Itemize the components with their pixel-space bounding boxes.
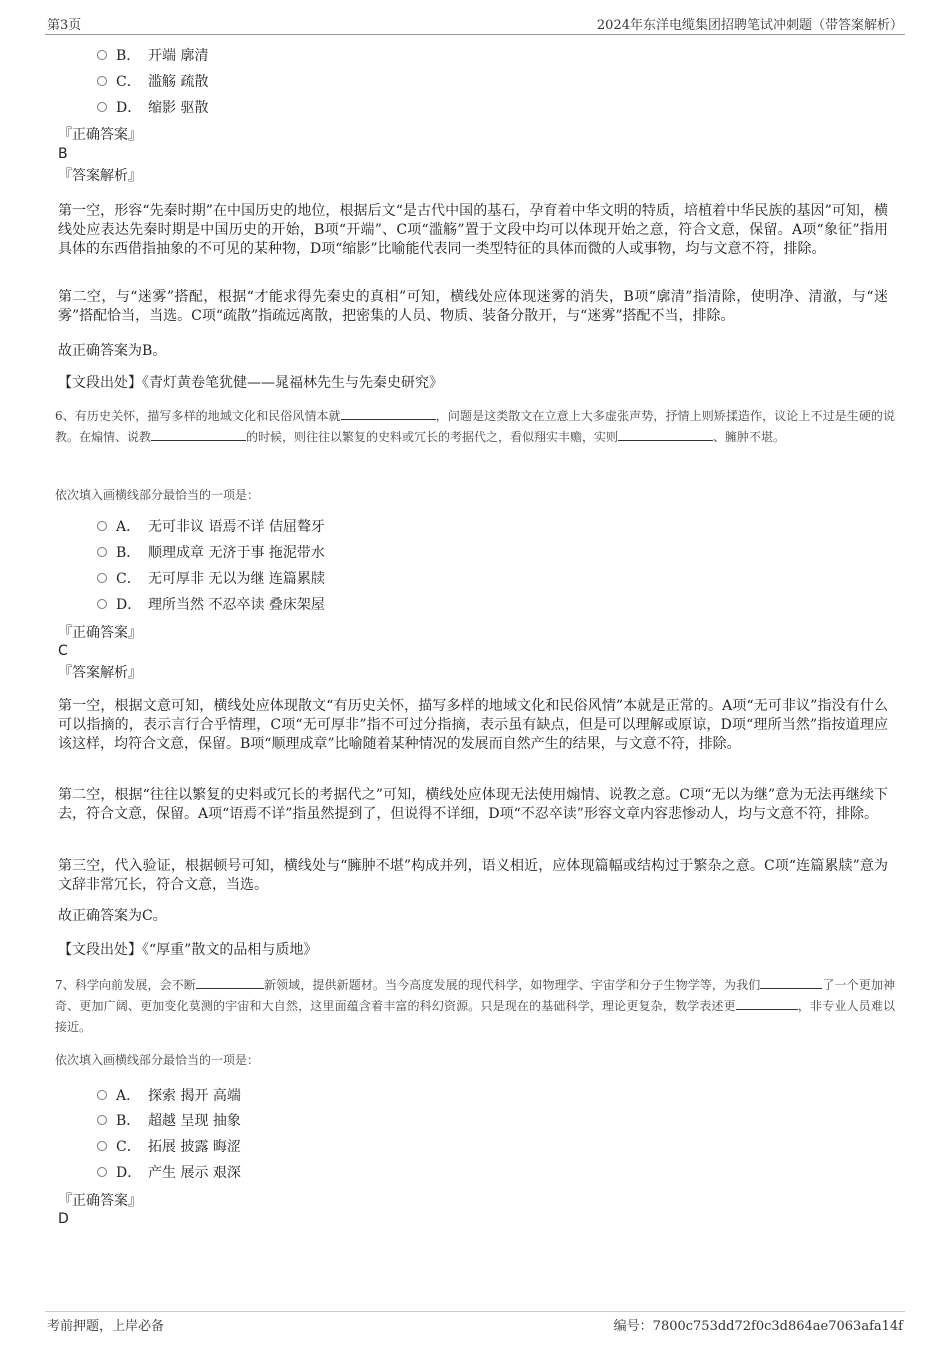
fill-blank: [196, 976, 264, 989]
footer-slogan: 考前押题，上岸必备: [47, 1319, 165, 1334]
analysis-paragraph: 第一空，根据文意可知，横线处应体现散文“有历史关怀，描写多样的地域文化和民俗风情”本就是正常的。A项“无可非议”指没有什么可以指摘的，表示言行合乎情理，C项“无可厚非”指不可过分指摘，表示虽有缺点，但是可以理解或原谅，D项“理所当然”指按道理应该这样，均符合文意，保留。B项“顺理成章”比喻随着某种情况的发展而自然产生的结果，与文意不符，排除。: [58, 698, 888, 752]
option-d[interactable]: D． 缩影 驱散: [97, 98, 208, 118]
question-prompt: 依次填入画横线部分最恰当的一项是：: [55, 488, 260, 502]
fill-blank: [151, 428, 246, 441]
radio-icon[interactable]: [97, 547, 107, 557]
radio-icon[interactable]: [97, 1115, 107, 1125]
correct-answer: B: [58, 146, 68, 162]
option-c[interactable]: C． 拓展 披露 晦涩: [97, 1137, 241, 1157]
radio-icon[interactable]: [97, 573, 107, 583]
page-footer: [45, 1311, 905, 1336]
option-a[interactable]: A． 探索 揭开 高端: [97, 1086, 241, 1106]
analysis-paragraph: 第一空，形容“先秦时期”在中国历史的地位，根据后文“是古代中国的基石，孕育着中华文明的特质，培植着中华民族的基因”可知，横线处应表达先秦时期是中国历史的开始，B项“开端”、C项“滥觞”置于文段中均可以体现开始之意，符合文意，保留。A项“象征”指用具体的东西借指抽象的不可见的某种物，D项“缩影”比喻能代表同一类型特征的具体而微的人或事物，均与文意不符，排除。: [58, 203, 888, 257]
analysis-paragraph: 第二空，根据“往往以繁复的史料或冗长的考据代之”可知，横线处应体现无法使用煽情、说教之意。C项“无以为继”意为无法再继续下去，符合文意，保留。A项“语焉不详”指虽然提到了，但说得不详细，D项“不忍卒读”形容文章内容悲惨动人，均与文意不符，排除。: [58, 787, 888, 822]
correct-answer-label: 『正确答案』: [58, 1193, 142, 1209]
option-d[interactable]: D． 理所当然 不忍卒读 叠床架屋: [97, 595, 325, 615]
radio-icon[interactable]: [97, 50, 107, 60]
correct-answer: C: [58, 643, 68, 659]
analysis-paragraph: 故正确答案为B。: [58, 343, 167, 359]
document-title: 2024年东洋电缆集团招聘笔试冲刺题（带答案解析）: [596, 18, 903, 33]
correct-answer: D: [58, 1211, 69, 1227]
correct-answer-label: 『正确答案』: [58, 625, 142, 641]
question-stem: 7、科学向前发展，会不断 新领域，提供新题材。当今高度发展的现代科学，如物理学、宇宙学和分子生物学等，为我们 了一个更加神奇、更加广阔、更加变化莫测的宇宙和大自然，这里面蕴含着丰富的科幻资源。只是现在的基础科学，理论更复杂，数学表述更 ，非专业人员难以接近。: [55, 978, 895, 1034]
fill-blank: [736, 997, 798, 1010]
analysis-label: 『答案解析』: [58, 168, 142, 184]
option-a[interactable]: A． 无可非议 语焉不详 佶屈聱牙: [97, 517, 325, 537]
analysis-paragraph: 第二空，与“迷雾”搭配，根据“才能求得先秦史的真相”可知，横线处应体现迷雾的消失，B项“廓清”指清除，使明净、清澈，与“迷雾”搭配恰当，当选。C项“疏散”指疏远离散，把密集的人员、物质、装备分散开，与“迷雾”搭配不当，排除。: [58, 289, 888, 324]
radio-icon[interactable]: [97, 599, 107, 609]
correct-answer-label: 『正确答案』: [58, 127, 142, 143]
option-b[interactable]: B． 超越 呈现 抽象: [97, 1111, 241, 1131]
radio-icon[interactable]: [97, 1167, 107, 1177]
radio-icon[interactable]: [97, 521, 107, 531]
option-b[interactable]: B． 顺理成章 无济于事 拖泥带水: [97, 543, 325, 563]
option-c[interactable]: C． 滥觞 疏散: [97, 72, 208, 92]
analysis-paragraph: 故正确答案为C。: [58, 908, 167, 924]
radio-icon[interactable]: [97, 1141, 107, 1151]
fill-blank: [341, 407, 436, 420]
radio-icon[interactable]: [97, 76, 107, 86]
page-number: 第3页: [47, 18, 82, 33]
question-prompt: 依次填入画横线部分最恰当的一项是：: [55, 1053, 260, 1067]
question-stem: 6、有历史关怀，描写多样的地域文化和民俗风情本就 ，问题是这类散文在立意上大多虚张声势，抒情上则矫揉造作，议论上不过是生硬的说教。在煽情、说教 的时候，则往往以繁复的史料或冗长的考据代之，看似翔实丰赡，实则 、臃肿不堪。: [55, 409, 895, 444]
analysis-label: 『答案解析』: [58, 665, 142, 681]
radio-icon[interactable]: [97, 102, 107, 112]
page-header: [45, 14, 905, 35]
fill-blank: [618, 428, 713, 441]
option-c[interactable]: C． 无可厚非 无以为继 连篇累牍: [97, 569, 325, 589]
analysis-paragraph: 第三空，代入验证，根据顿号可知，横线处与“臃肿不堪”构成并列，语义相近，应体现篇幅或结构过于繁杂之意。C项“连篇累牍”意为文辞非常冗长，符合文意，当选。: [58, 858, 888, 893]
radio-icon[interactable]: [97, 1090, 107, 1100]
fill-blank: [760, 976, 822, 989]
document-id: 编号：7800c753dd72f0c3d864ae7063afa14f: [613, 1319, 903, 1334]
source-citation: 【文段出处】《“厚重”散文的品相与质地》: [58, 942, 318, 958]
option-b[interactable]: B． 开端 廓清: [97, 46, 208, 66]
option-d[interactable]: D． 产生 展示 艰深: [97, 1163, 241, 1183]
source-citation: 【文段出处】《青灯黄卷笔犹健——晁福林先生与先秦史研究》: [58, 375, 443, 391]
